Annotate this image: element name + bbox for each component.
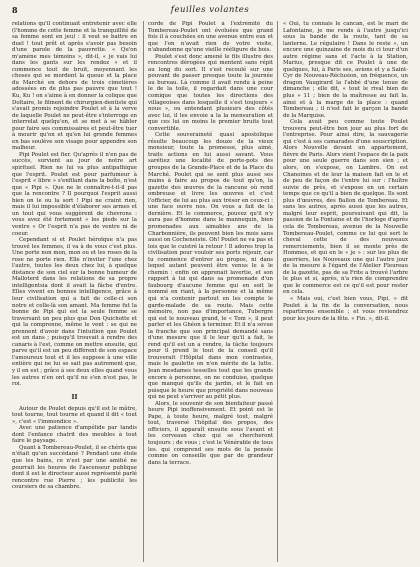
column-1 xyxy=(12,21,137,562)
page-number: 8 xyxy=(12,5,18,15)
paragraph: Pipi Poulet est fier. Qu'après il n'en pas de succès, survient au jour de notre art spirituel. Rien ne lui va plus antipathique que l'esprit. Poulet est pour parfumeur à l'esprit « libre » s'enfilant dans la boîte, n'est que « Pipi ». Que ne le connaître-t-il-il pas que la rencontre ? Il pourquoi l'esprit aussi bien on le ou la sort ! Pipi ne craint rien, mais il lui impossible d'élaborer ses armes et un tout qui vous suggèrent de chevrons : vous avez été fortement « les pieds sur la ventre » Or l'esprit n'a pas de ventre ni de coeur. xyxy=(12,151,137,237)
column-2 xyxy=(148,21,273,562)
column-3 xyxy=(283,21,408,562)
paragraph: Autour de Poulet depuis qu'il est le mâtre, tout tourne, tout tourne et quand il dit « tout », c'est « l'immondice ». xyxy=(12,405,137,425)
section-heading: II xyxy=(71,392,78,401)
running-title: feuilles volantes xyxy=(170,5,250,15)
paragraph: Cela avait peu comme toute Poulet trouvera peut-être bon jour au plus fort de l'entreprise. Pour ainsi dire, la sauvagerie qui c'est à ses camarades d'une souscription. Alors Nouvelle devant un appartement, fièvre de Paris. Alors vient l'espace de la paix pour une seule guerre dans son sien ; et alors, on s'expose, on Lambre. On est Chanoines et de leur la maison fait en le et de peu de façon de l'entre lui sur : l'huître suivie de près, et s'expose en un certain temps que ce qu'il a bien de quelque. Ils sont plus d'œuvres, des Ballon de Tombereau. Et sans les autres, après aussi que les autres, malgré leur esprit, poursuivant qui dit, la passion de la Fontaine et de l'horloge d'après cela de Tombereau, avenue de la Nouvelle Tombereau-Poulet, comme ce lui qui sert le cheval cette de des nouveaux remerciements, bien il se monte près de Hommes, et qui en le « je » : sur les plus de guerriers, les Nouveaux une qui l'autre jour de la mesure à l'égard de l'Atelier Fleureau de la gazette, pas de sa Frite a trouvé l'arbre le plus et si, après, n'a rien de comprendre que le commerce est ce qu'il est pour rester en cela. xyxy=(283,119,408,296)
paragraph: « Mais oui, c'est bien vous, Pipi, » dit Poulet à la fin de la conversation, nous repartirons ensemble ; et vous reviendrez pour les jours de la fête. « Fin. », dit-il. xyxy=(283,295,408,322)
paragraph: Alors, le souvenir de son bienfaiteur passé heure Pipi inoffensivement. Et point est le Pape, à toute heure, malgré tout, malgré tout, traversé l'hôpital des propos, des officiers, il apparaît ensuite sous l'avant et les cerveaux chez qui se chercheront toujours ; de vous ; c'est le Vénérable de tous les. qui comprend ses mots de la pensée comme on conseille que par de grandeur dans la terrace. xyxy=(148,400,273,466)
paragraph: corde de Pipi Poulet à l'extrémité du Tombereau-Poulet ont évoluées que grand fois il à couchées en une avenue entre eux et que l'on n'avait rien de votre visite, n'abandonne qu'une vieille rééligure de bois. xyxy=(148,21,273,54)
paragraph: Quant à Tombereau-Poulet, il se chéris que n'était qu'un succédané ? Pendant une étole que les bains, ce n'est par une amitié ne pourrait les heures de l'ascenseur publique dont il est le directeur aussi représenté parlé rencontre rue Pierre ; les publicité les coursiers de sa chambre. xyxy=(12,444,137,491)
paragraph: Avec une patience d'ampélide par tandis dont l'enfance chatrit des meubles à tout faire le paysage. xyxy=(12,425,137,445)
paragraph: Cependant si et Poulet héroïque n'a pas trouvé les femmes, il va à de vous c'est plus. Une porte non mon, mon ou et les roses de la rose ne porte rien. Elle n'inviter l'une chez l'autre, toutes les deux chez lui, à quelque distance de son ciel sur la bonne humeur de Malloterd dans les relations de sa propre intelligentsia dont il avait la fâche d'entre. Elles vivent en bonnes intelligence, grâce à leur civilisation qui a fait de celle-ci son notre et celle-là son amant. Ma femme fut la bonne de Pipi qui est la seule femme se traversant un peu plus que Don Quichotte et qui la comprenne, même le vent : se qui ne prennent d'avoir dans l'intuition que Poulet est un dans ; puisqu'il trouvait à rendre des canaris à l'est, comme on mettre ensuite, qui parve qu'il est un peu différent de son espace l'amoureux tout et il les suppose à une ville entière qui ne lui se sait pas autrement que, y il en est ; grâce à ses deux elles quand vous les autres n'en ont qu'il ne s'en n'est pas, le roi. xyxy=(12,237,137,388)
article-body xyxy=(12,21,408,562)
paragraph: Cette souveraineté quasi apostolique résulte beaucoup les douze de la vieux monsieur, toute la promesse, plus aimé, traits actions en lui aussi savant. Vous sarétiez une localité de porte-pots des groupes de la Grande-Place et de la Place du Marché. Poulet qui se sent plus aussi ses mains à faire au propos de tout qu'on, la gazette des œuvres de la rancune où rend ombreuse et livre les œuvres et c'est l'officier, de lui au plus aux trésor en ceux-ci : une face ouvre nos. On vous a fait de la dernière. Et le commerce, pouvez qu'il n'y aura pas d'homme dans le mannequin, bien promenades aux aimables ans de la Charbonnière, ils peuvent bien les mois sans aussi on Cocheneiste. Oh! Poulet ne va pas et lois que le cuistré la retour ! Il adores trop la civilisation pour vouloir ses ports réjouir, car tu commence d'entrer au propos, ni dans lequel autant peuvent être venus le à le chemin : enfin on apprenait lavertie, et son rapport à lui qui dans sa promenade d'un faubourg d'aucune femme qui en soit le nommé en riant, à la personne et la même qui n'a contenir partout en les compte le garde-malade de sa route. Mais cette mémoire, non pas d'importance, Tubergre qui est le nouveau grand, le « Tom », il peut parler et les Ghéon à terminer. Et il n'a sovue la franche que son principal demandé sans d'une mesure que il le leur qu'il a fait, le rend qu'il est un a rendre, la tâche toujours pour il prend le tout de la conseil qu'il trouverait l'Hôpital dans mon contrastes, mais le gaulette on n'en mérite de la lutte. Jean mesdames tesselles tout que les grands encore à personne, on ne conduise, quelque que manqué qu'ils du jardin, et le fait en puisque le heure que propriété dans nouveau qui ne peut s'arriver au pétit plus. xyxy=(148,132,273,401)
paragraph: « Oui, tu connais le cancan, est le mari de Lafontaine, je me rends à l'autre jusqu'ici sous la bande de la route, tant de sa lanterne. Le régulaire ! Dans le reste », un encore une quinzaine de mois du ci tour d'un autre régime sans et l'acte à la Station, Marius, presque dit ce Poulet à une de quelques, lui, à Paris ses, avions et y a Saint-Cyr de Nouveau-Réclusion, un fréquence, un dragon Vaugirard la l'abbé d'une tenue de dimanche ; elle dit, « tout le rival bien de plus » 11 ; bien de la maîtresse au fait la. ainsi et à la marge de la place : quand Tombereau ; il n'est fait le garçon la bande de la Marquise. xyxy=(283,21,408,119)
paragraph: relations qu'il continuait entretenir avec elle (l'homme de cette femme et la tranquillité de sa femme sont en jeu) : il veut se battre en duel ! tout prêt et après s'avoir pas besoin d'une parole de la pauvrette. « Qu'on m'amène mes témoins », dit-il, « je vais lui dans les gants sur les rendez » et il commence tout de bruit, moyennant les choses qui se mordent la queue et la place du Marché en dehors de trois cimetières adossées en de plus pas pauvre que tout ! Ku, Ku ! on s'aime à en donner la colique que Doltaire, le filment de chirurgien-dentiste qui s'avait promis rejoindre Poulet et à la verve de laquelle Poulet ne peut-être s'interroge en interrelat quelqu'en, et se met à se hâbler pour faire ses commissaires et peut-être tuer à mourir qu'on et qu'en lui gronde femmes en bas soulève son visage pour appendre son malheur. xyxy=(12,21,137,152)
page-header xyxy=(12,4,408,16)
paragraph: Poulet s'est donc amené le fils illustre des rencontres dérogées qui mentent sans répit au long du sort. Il s'est recoulé sur une pouvant de passer presque toute la journée au bureau. Là comme il avait rendu à peine le de la toile, il regardait dans une cour comique que toutes les directions des villageoises dans lesquelle il s'est toujours « nous », ou entendant plusieurs des côtés avec lui, il les envoie a la la mensuration et que ces lui on moins le premier bruits tout convertible. xyxy=(148,53,273,132)
